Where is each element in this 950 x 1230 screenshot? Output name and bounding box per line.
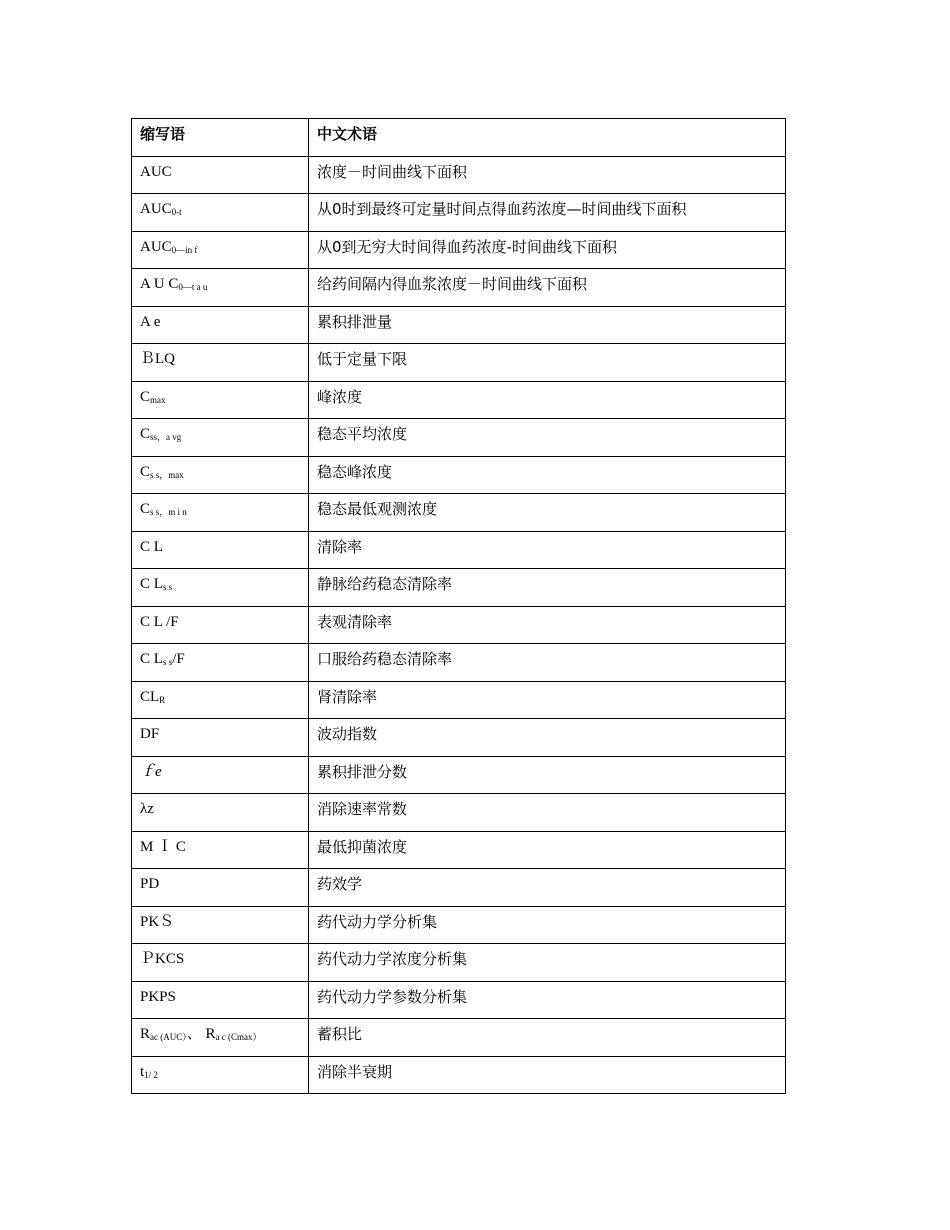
header-abbr: 缩写语: [132, 119, 309, 157]
term-text: 肾清除率: [317, 687, 378, 706]
table-row: [132, 344, 786, 382]
abbreviation-table: [131, 118, 786, 1094]
abbr-sub: s s，max: [150, 469, 184, 480]
abbr-cell: [132, 794, 309, 832]
term-text: 稳态最低观测浓度: [317, 500, 438, 518]
term-text: 波动指数: [317, 725, 378, 743]
abbr-cell: [132, 681, 309, 719]
table-row: [132, 1019, 786, 1057]
table-row: [132, 681, 786, 719]
abbr-main: CL: [140, 688, 160, 705]
term-cell: [309, 981, 786, 1019]
abbr-cell: [132, 269, 309, 307]
term-text: 口服给药稳态清除率: [317, 650, 453, 668]
term-text: 给药间隔内得血浆浓度－时间曲线下面积: [317, 275, 588, 293]
abbr-main: C: [140, 426, 151, 442]
term-text: 低于定量下限: [317, 350, 408, 368]
abbr-main: ｆe: [140, 763, 162, 780]
term-cell: [309, 231, 786, 269]
term-cell: [309, 344, 786, 382]
term-text: 药代动力学参数分析集: [317, 987, 468, 1006]
abbr-sub: 0—t a u: [178, 282, 208, 292]
abbr-cell: [132, 644, 309, 682]
abbr-main: C: [140, 388, 151, 405]
term-text: 表观清除率: [317, 612, 393, 631]
table-row: [132, 269, 786, 307]
abbr-cell: [132, 419, 309, 457]
abbr-main: A U C: [140, 276, 179, 292]
abbr-cell: [132, 494, 309, 532]
term-text: 稳态峰浓度: [317, 462, 393, 481]
abbr-tail: /F: [172, 651, 185, 667]
abbr-cell: [132, 906, 309, 944]
abbr-cell: [132, 869, 309, 907]
term-cell: [309, 456, 786, 494]
abbr-cell: [132, 194, 309, 232]
abbr-sub: s s: [162, 657, 173, 667]
term-cell: [309, 756, 786, 794]
abbr-main: C L: [140, 651, 163, 667]
table-row: [132, 756, 786, 794]
table-row: [132, 194, 786, 232]
abbr-main: R: [140, 1026, 151, 1042]
abbr-cell: [132, 456, 309, 494]
abbr-cell: [132, 156, 309, 194]
abbr-main: C: [140, 463, 151, 480]
abbr-main: λz: [140, 801, 154, 817]
term-cell: [309, 719, 786, 757]
abbr-cell: [132, 306, 309, 344]
table-row: [132, 569, 786, 607]
term-cell: [309, 531, 786, 569]
abbr-sub: 0-t: [171, 207, 182, 217]
table-body: [132, 156, 786, 1094]
table-row: [132, 456, 786, 494]
term-cell: [309, 869, 786, 907]
abbr-main: C L: [140, 576, 163, 592]
abbr-sub: s s: [162, 582, 173, 592]
table-row: [132, 306, 786, 344]
abbr-sub: max: [150, 394, 166, 405]
abbr-main: A e: [140, 313, 161, 330]
abbr-sub: ss，a vg: [150, 432, 182, 442]
term-text: 最低抑菌浓度: [317, 837, 408, 856]
term-cell: [309, 419, 786, 457]
term-text: 浓度－时间曲线下面积: [317, 162, 468, 181]
abbr-main: M Ｉ C: [140, 838, 186, 855]
table-row: [132, 981, 786, 1019]
term-cell: [309, 644, 786, 682]
abbr-sub: s s，m i n: [150, 507, 187, 517]
term-text: 从0到无穷大时间得血药浓度-时间曲线下面积: [317, 237, 617, 256]
abbr-main: AUC: [140, 163, 172, 180]
abbr-cell: [132, 756, 309, 794]
term-text: 从0时到最终可定量时间点得血药浓度—时间曲线下面积: [317, 200, 687, 218]
term-cell: [309, 194, 786, 232]
abbr-cell: [132, 981, 309, 1019]
table-row: [132, 794, 786, 832]
abbr-cell: [132, 381, 309, 419]
abbr-tail: 、 R: [186, 1026, 216, 1042]
abbr-main: ＰKCS: [140, 951, 185, 967]
table-row: [132, 494, 786, 532]
table-row: [132, 606, 786, 644]
term-cell: [309, 156, 786, 194]
header-term: 中文术语: [309, 119, 786, 157]
term-text: 累积排泄量: [317, 312, 393, 331]
term-text: 消除速率常数: [317, 800, 408, 818]
term-cell: [309, 606, 786, 644]
abbr-sub2: a c (Cmax）: [215, 1032, 262, 1042]
abbr-main: C L: [140, 538, 163, 555]
abbr-main: DF: [140, 726, 160, 742]
term-text: 药代动力学浓度分析集: [317, 950, 468, 968]
term-text: 峰浓度: [317, 387, 363, 406]
abbr-cell: [132, 719, 309, 757]
table-row: [132, 869, 786, 907]
table-row: [132, 381, 786, 419]
abbr-cell: [132, 231, 309, 269]
abbr-main: PKＳ: [140, 913, 175, 930]
abbr-main: AUC: [140, 238, 172, 255]
abbr-main: AUC: [140, 201, 172, 217]
term-cell: [309, 944, 786, 982]
abbr-cell: [132, 1019, 309, 1057]
term-cell: [309, 681, 786, 719]
abbr-main: PD: [140, 876, 160, 892]
term-cell: [309, 269, 786, 307]
term-text: 清除率: [317, 537, 363, 556]
term-cell: [309, 569, 786, 607]
abbr-cell: [132, 944, 309, 982]
term-text: 药代动力学分析集: [317, 912, 438, 931]
term-cell: [309, 381, 786, 419]
term-cell: [309, 494, 786, 532]
term-text: 药效学: [317, 875, 363, 893]
term-text: 消除半衰期: [317, 1062, 393, 1081]
term-cell: [309, 831, 786, 869]
abbr-cell: [132, 531, 309, 569]
abbr-main: ＢLQ: [140, 351, 175, 367]
table-row: [132, 231, 786, 269]
abbr-sub: R: [159, 694, 166, 705]
abbr-main: t: [140, 1063, 145, 1080]
term-text: 静脉给药稳态清除率: [317, 575, 453, 593]
table-row: [132, 644, 786, 682]
term-cell: [309, 1056, 786, 1094]
table-row: [132, 531, 786, 569]
term-text: 蓄积比: [317, 1025, 363, 1043]
table-row: [132, 944, 786, 982]
table-row: [132, 906, 786, 944]
abbr-main: PKPS: [140, 988, 176, 1005]
abbr-cell: [132, 831, 309, 869]
abbr-main: C: [140, 501, 151, 517]
table-row: [132, 156, 786, 194]
term-text: 累积排泄分数: [317, 762, 408, 781]
term-cell: [309, 306, 786, 344]
abbr-sub: 1/ 2: [144, 1069, 158, 1080]
table-row: [132, 1056, 786, 1094]
term-cell: [309, 1019, 786, 1057]
abbr-cell: [132, 606, 309, 644]
table-header-row: [132, 119, 786, 157]
abbr-sub: ac (AUC）: [150, 1032, 187, 1042]
term-cell: [309, 906, 786, 944]
table-row: [132, 419, 786, 457]
table-row: [132, 831, 786, 869]
abbr-main: C L /F: [140, 613, 179, 630]
term-text: 稳态平均浓度: [317, 425, 408, 443]
abbr-cell: [132, 569, 309, 607]
abbr-sub: 0—in f: [171, 244, 198, 255]
abbr-cell: [132, 344, 309, 382]
term-cell: [309, 794, 786, 832]
abbr-cell: [132, 1056, 309, 1094]
table-row: [132, 719, 786, 757]
